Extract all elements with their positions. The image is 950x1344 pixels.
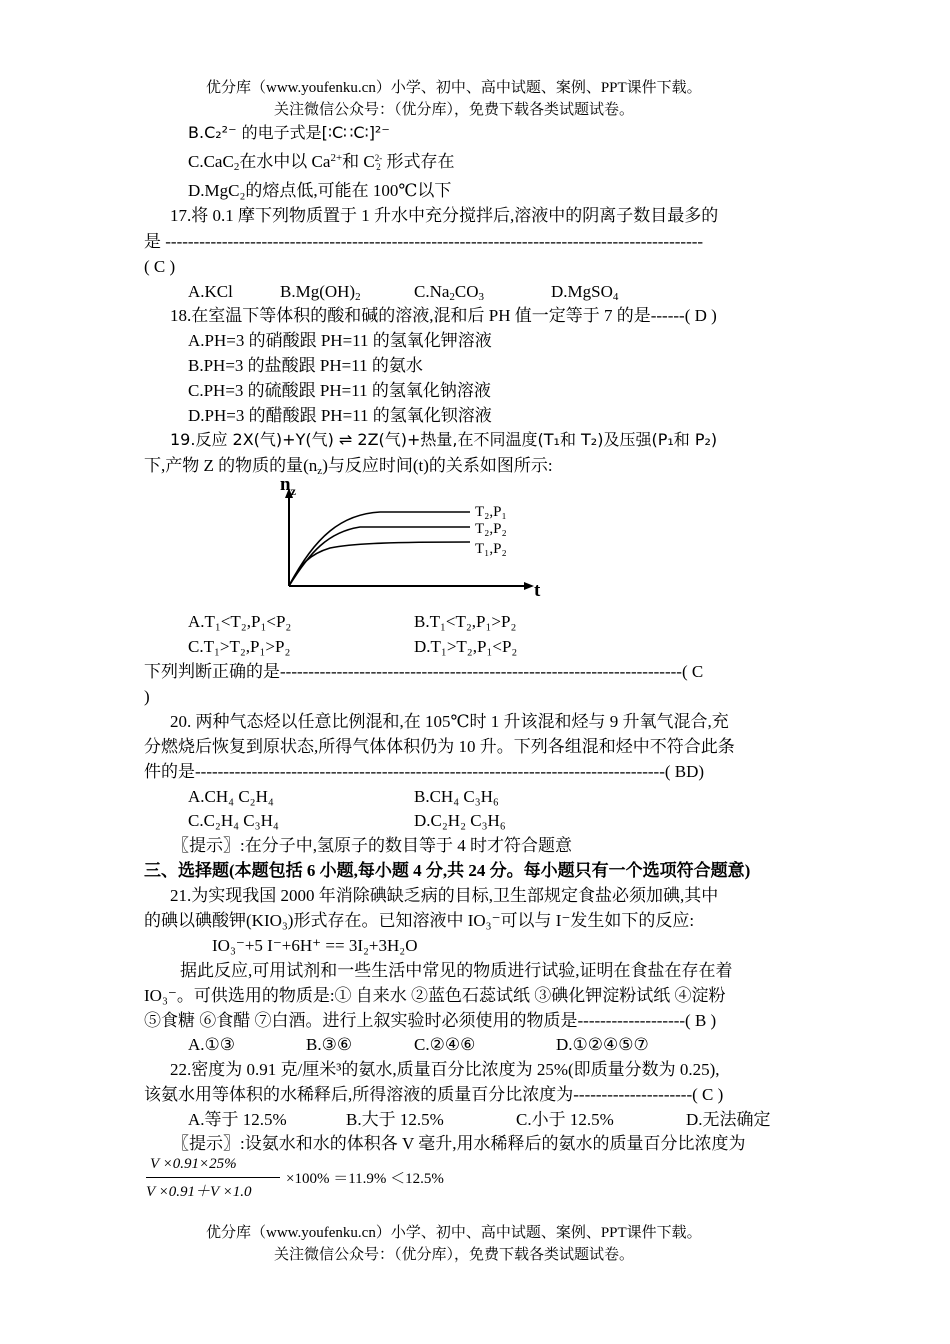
q21-paragraph-2: IO₃⁻。可供选用的物质是:① 自来水 ②蓝色石蕊试纸 ③碘化钾淀粉试纸 ④淀粉 xyxy=(144,986,726,1005)
q21-equation: IO₃⁻+5 I⁻+6H⁺ == 3I₂+3H₂O xyxy=(212,936,418,955)
q17-option-d: D.MgSO$_4$ xyxy=(551,282,619,303)
q20-option-d: D.C₂H₂ C₃H₆ xyxy=(414,811,506,830)
header-line-1: 优分库（www.youfenku.cn）小学、初中、高中试题、案例、PPT课件下载。 xyxy=(206,80,702,96)
curve-label-t2-p2: T₂,P₂ xyxy=(475,521,507,537)
q18-option-d: D.PH=3 的醋酸跟 PH=11 的氢氧化钡溶液 xyxy=(188,406,492,425)
formula-denominator: V ×0.91＋V ×1.0 xyxy=(146,1184,252,1200)
q16-option-d: D.MgC₂的熔点低,可能在 100℃以下 xyxy=(188,181,452,200)
footer-line-2: 关注微信公众号：（优分库），免费下载各类试题试卷。 xyxy=(274,1247,635,1263)
q21-option-c: C.②④⑥ xyxy=(414,1035,476,1054)
q17-answer: ( C ) xyxy=(144,257,176,276)
curve-t2-p2 xyxy=(289,527,470,586)
q21-option-b: B.③⑥ xyxy=(306,1035,353,1054)
q19-tail: 下列判断正确的是-----------------------------------------------------------------------( C xyxy=(144,662,704,681)
curve-label-t1-p2: T₁,P₂ xyxy=(475,541,507,557)
q22-stem: 22.密度为 0.91 克/厘米³的氨水,质量百分比浓度为 25%(即质量分数为 0.25), xyxy=(170,1060,720,1079)
q22-hint: 〖提示〗:设氨水和水的体积各 V 毫升,用水稀释后的氨水的质量百分比浓度为 xyxy=(172,1134,746,1153)
q18-option-c: C.PH=3 的硫酸跟 PH=11 的氢氧化钠溶液 xyxy=(188,381,491,400)
q19-stem-cont: 下,产物 Z 的物质的量$(n_z)$与反应时间(t)的关系如图所示: xyxy=(144,456,553,477)
q22-option-b: B.大于 12.5% xyxy=(346,1110,444,1129)
q19-tail-cont: ) xyxy=(144,687,150,706)
q20-option-c: C.C₂H₄ C₃H₄ xyxy=(188,811,279,830)
header-line-2: 关注微信公众号：（优分库），免费下载各类试题试卷。 xyxy=(274,102,635,118)
q20-option-a: A.CH₄ C₂H₄ xyxy=(188,787,274,806)
q22-option-c: C.小于 12.5% xyxy=(516,1110,614,1129)
q20-stem-cont: 分燃烧后恢复到原状态,所得气体体积仍为 10 升。下列各组混和烃中不符合此条 xyxy=(144,737,735,756)
q19-option-c: C.T₁>T₂,P₁>P₂ xyxy=(188,637,291,656)
q19-stem: 19.反应 2X(气)+Y(气) ⇌ 2Z(气)+热量,在不同温度(T₁和 T₂)及压强(P₁和 P₂) xyxy=(170,430,718,449)
q18-option-b: B.PH=3 的盐酸跟 PH=11 的氨水 xyxy=(188,356,423,375)
q22-stem-cont: 该氨水用等体积的水稀释后,所得溶液的质量百分比浓度为---------------------( C ) xyxy=(144,1085,724,1104)
q17-stem-cont: 是 ----------------------------------------------------------------------------------------------- xyxy=(144,232,704,251)
q21-option-d: D.①②④⑤⑦ xyxy=(556,1035,649,1054)
curve-label-t2-p1: T₂,P₁ xyxy=(475,504,507,520)
q20-hint: 〖提示〗:在分子中,氢原子的数目等于 4 时才符合题意 xyxy=(172,836,572,855)
q17-option-b: $B.Mg(OH)_2$ xyxy=(280,282,361,303)
q17-stem: 17.将 0.1 摩下列物质置于 1 升水中充分搅拌后,溶液中的阴离子数目最多的 xyxy=(170,206,719,225)
q19-option-a: A.T₁<T₂,P₁<P₂ xyxy=(188,612,292,631)
q16-option-b: B.C₂²⁻ 的电子式是[∶C∷C∶]²⁻ xyxy=(188,123,390,142)
formula-numerator: V ×0.91×25% xyxy=(150,1156,237,1172)
q18-stem: 18.在室温下等体积的酸和碱的溶液,混和后 PH 值一定等于 7 的是------( D ) xyxy=(170,306,717,325)
q20-stem-cont2: 件的是-----------------------------------------------------------------------------------( BD) xyxy=(144,762,705,781)
q22-option-a: A.等于 12.5% xyxy=(188,1110,287,1129)
q19-option-d: D.T₁>T₂,P₁<P₂ xyxy=(414,637,518,656)
q21-stem: 21.为实现我国 2000 年消除碘缺乏病的目标,卫生部规定食盐必须加碘,其中 xyxy=(170,886,719,905)
q21-stem-cont: 的碘以碘酸钾(KIO₃)形式存在。已知溶液中 IO₃⁻可以与 I⁻发生如下的反应: xyxy=(144,911,695,930)
footer-line-1: 优分库（www.youfenku.cn）小学、初中、高中试题、案例、PPT课件下载。 xyxy=(206,1225,702,1241)
q21-paragraph-1: 据此反应,可用试剂和一些生活中常见的物质进行试验,证明在食盐在存在着 xyxy=(180,961,733,980)
q17-option-c: $C.Na_2CO_3$ xyxy=(414,282,485,303)
y-axis-label: $n_z$ xyxy=(280,474,296,498)
q17-option-a: A.KCl xyxy=(188,282,233,301)
q22-option-d: D.无法确定 xyxy=(686,1110,771,1129)
formula-fraction-bar xyxy=(146,1177,280,1178)
formula-result: ×100% ＝11.9% ＜12.5% xyxy=(286,1171,444,1187)
q20-stem: 20. 两种气态烃以任意比例混和,在 105℃时 1 升该混和烃与 9 升氧气混合,充 xyxy=(170,712,729,731)
q16-option-c: C.CaC$_2$在水中以 $Ca^{2+}$和 C 2- 2 形式存在 xyxy=(188,152,455,173)
q21-paragraph-3: ⑤食糖 ⑥食醋 ⑦白酒。进行上叙实验时必须使用的物质是-------------------( B ) xyxy=(144,1011,717,1030)
q19-option-b: B.T₁<T₂,P₁>P₂ xyxy=(414,612,517,631)
section-3-title: 三、选择题(本题包括 6 小题,每小题 4 分,共 24 分。每小题只有一个选项符合题意) xyxy=(144,861,751,880)
q21-option-a: A.①③ xyxy=(188,1035,236,1054)
q19-graph xyxy=(270,474,560,604)
q18-option-a: A.PH=3 的硝酸跟 PH=11 的氢氧化钾溶液 xyxy=(188,331,492,350)
q20-option-b: B.CH₄ C₃H₆ xyxy=(414,787,499,806)
x-axis-arrow-icon xyxy=(524,582,534,590)
x-axis-label: t xyxy=(534,580,541,601)
